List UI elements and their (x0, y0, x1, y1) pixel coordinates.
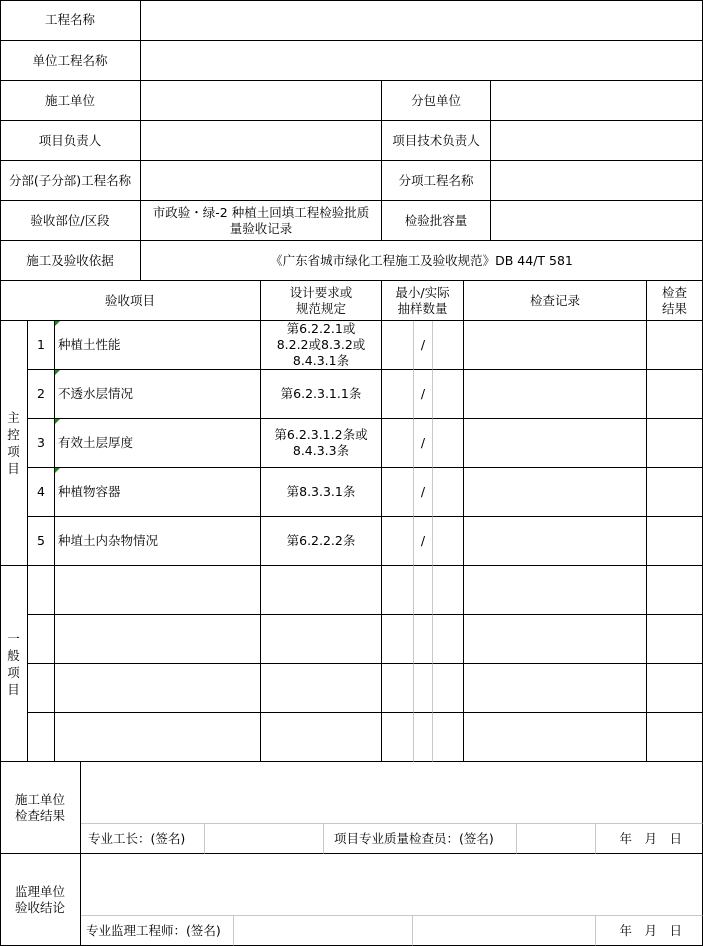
tech-manager-field[interactable] (491, 121, 703, 161)
sample-actual-cell[interactable] (433, 370, 464, 419)
division-field[interactable] (141, 161, 382, 201)
check-result-cell[interactable] (647, 419, 703, 468)
sample-min-cell[interactable] (382, 419, 414, 468)
check-result-cell[interactable] (647, 566, 703, 615)
item-name: 种埴土内杂物情况 (55, 517, 261, 566)
unit-project-field[interactable] (141, 41, 703, 81)
general-number-cell (28, 615, 55, 664)
supervisor-check-comment[interactable] (81, 854, 703, 916)
general-spec-cell[interactable] (261, 713, 382, 762)
check-record-cell[interactable] (464, 419, 647, 468)
item-sample[interactable]: / (414, 517, 433, 566)
item-spec: 第8.3.3.1条 (261, 468, 382, 517)
comment-marker-icon (55, 468, 60, 473)
project-name-label: 工程名称 (0, 0, 141, 41)
sample-min-cell[interactable] (382, 664, 414, 713)
item-spec: 第6.2.3.1.2条或8.4.3.3条 (261, 419, 382, 468)
foreman-signature-label: 专业工长：(签名) (81, 824, 205, 854)
item-sample[interactable]: / (414, 321, 433, 370)
col-header-record: 检查记录 (464, 281, 647, 321)
subcontractor-label: 分包单位 (382, 81, 491, 121)
sample-min-cell[interactable] (382, 321, 414, 370)
sample-min-cell[interactable] (382, 468, 414, 517)
supervisor-check-label: 监理单位验收结论 (0, 854, 81, 946)
item-name: 种植土性能 (55, 321, 261, 370)
item-name: 有效土层厚度 (55, 419, 261, 468)
sample-min-cell[interactable] (382, 615, 414, 664)
project-manager-field[interactable] (141, 121, 382, 161)
contractor-field[interactable] (141, 81, 382, 121)
sample-actual-cell[interactable] (433, 615, 464, 664)
subitem-field[interactable] (491, 161, 703, 201)
comment-marker-icon (55, 370, 60, 375)
check-record-cell[interactable] (464, 517, 647, 566)
general-item-cell[interactable] (55, 566, 261, 615)
contractor-date[interactable]: 年 月 日 (596, 824, 703, 854)
sample-cell[interactable] (414, 566, 433, 615)
check-result-cell[interactable] (647, 468, 703, 517)
general-item-cell[interactable] (55, 615, 261, 664)
general-item-cell[interactable] (55, 664, 261, 713)
item-number: 1 (28, 321, 55, 370)
basis-value: 《广东省城市绿化工程施工及验收规范》DB 44/T 581 (141, 241, 703, 281)
tech-manager-label: 项目技术负责人 (382, 121, 491, 161)
subitem-label: 分项工程名称 (382, 161, 491, 201)
comment-marker-icon (55, 321, 60, 326)
check-result-cell[interactable] (647, 713, 703, 762)
col-header-item: 验收项目 (0, 281, 261, 321)
check-record-cell[interactable] (464, 664, 647, 713)
sample-cell[interactable] (414, 713, 433, 762)
contractor-label: 施工单位 (0, 81, 141, 121)
item-number: 3 (28, 419, 55, 468)
comment-marker-icon (55, 419, 60, 424)
division-label: 分部(子分部)工程名称 (0, 161, 141, 201)
check-result-cell[interactable] (647, 321, 703, 370)
col-header-result: 检查结果 (647, 281, 703, 321)
sample-cell[interactable] (414, 615, 433, 664)
project-manager-label: 项目负责人 (0, 121, 141, 161)
item-spec: 第6.2.2.1或8.2.2或8.3.2或8.4.3.1条 (261, 321, 382, 370)
engineer-signature-label: 专业监理工程师：(签名) (81, 916, 234, 946)
sample-actual-cell[interactable] (433, 419, 464, 468)
sample-min-cell[interactable] (382, 566, 414, 615)
supervisor-date[interactable]: 年 月 日 (596, 916, 703, 946)
sample-min-cell[interactable] (382, 517, 414, 566)
inspector-signature-label: 项目专业质量检查员：(签名) (324, 824, 517, 854)
sample-min-cell[interactable] (382, 713, 414, 762)
sample-actual-cell[interactable] (433, 321, 464, 370)
general-spec-cell[interactable] (261, 664, 382, 713)
item-name: 不透水层情况 (55, 370, 261, 419)
check-record-cell[interactable] (464, 468, 647, 517)
contractor-check-label: 施工单位检查结果 (0, 762, 81, 854)
location-value: 市政验・绿-2 种植土回填工程检验批质量验收记录 (141, 201, 382, 241)
check-result-cell[interactable] (647, 664, 703, 713)
check-result-cell[interactable] (647, 615, 703, 664)
foreman-signature-field[interactable] (205, 824, 324, 854)
item-number: 4 (28, 468, 55, 517)
check-record-cell[interactable] (464, 370, 647, 419)
general-item-cell[interactable] (55, 713, 261, 762)
general-number-cell (28, 713, 55, 762)
item-number: 5 (28, 517, 55, 566)
project-name-field[interactable] (141, 0, 703, 41)
item-name: 种植物容器 (55, 468, 261, 517)
basis-label: 施工及验收依据 (0, 241, 141, 281)
check-record-cell[interactable] (464, 566, 647, 615)
inspector-signature-field[interactable] (517, 824, 596, 854)
item-sample[interactable]: / (414, 370, 433, 419)
general-number-cell (28, 566, 55, 615)
unit-project-label: 单位工程名称 (0, 41, 141, 81)
check-record-cell[interactable] (464, 713, 647, 762)
subcontractor-field[interactable] (491, 81, 703, 121)
sample-cell[interactable] (414, 664, 433, 713)
supervisor-blank-cell (413, 916, 596, 946)
item-sample[interactable]: / (414, 468, 433, 517)
general-number-cell (28, 664, 55, 713)
sample-actual-cell[interactable] (433, 566, 464, 615)
general-spec-cell[interactable] (261, 615, 382, 664)
sample-actual-cell[interactable] (433, 517, 464, 566)
check-result-cell[interactable] (647, 370, 703, 419)
sample-actual-cell[interactable] (433, 664, 464, 713)
main-category-label: 主控项目 (0, 321, 28, 566)
item-spec: 第6.2.3.1.1条 (261, 370, 382, 419)
col-header-spec: 设计要求或规范规定 (261, 281, 382, 321)
location-label: 验收部位/区段 (0, 201, 141, 241)
check-record-cell[interactable] (464, 615, 647, 664)
check-record-cell[interactable] (464, 321, 647, 370)
general-spec-cell[interactable] (261, 566, 382, 615)
engineer-signature-field[interactable] (234, 916, 413, 946)
contractor-check-comment[interactable] (81, 762, 703, 824)
capacity-label: 检验批容量 (382, 201, 491, 241)
item-sample[interactable]: / (414, 419, 433, 468)
item-spec: 第6.2.2.2条 (261, 517, 382, 566)
item-number: 2 (28, 370, 55, 419)
check-result-cell[interactable] (647, 517, 703, 566)
col-header-sample: 最小/实际抽样数量 (382, 281, 464, 321)
general-category-label: 一般项目 (0, 566, 28, 762)
sample-actual-cell[interactable] (433, 713, 464, 762)
sample-min-cell[interactable] (382, 370, 414, 419)
capacity-field[interactable] (491, 201, 703, 241)
sample-actual-cell[interactable] (433, 468, 464, 517)
